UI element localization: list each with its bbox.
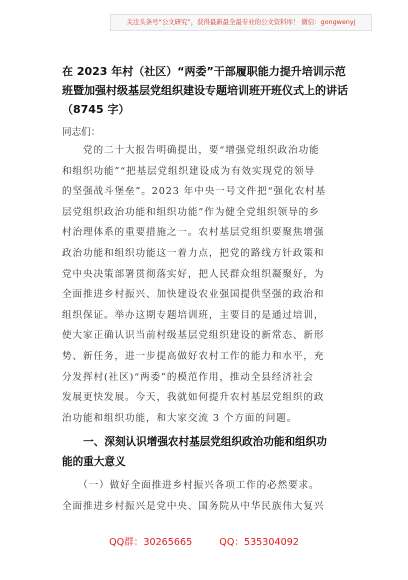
intro-paragraph [62,141,362,429]
body-line: 使大家正确认识当前村级基层党组织建设的新常态、新形 [62,330,325,342]
body-line: 组织保证。举办这期专题培训班，主要目的是通过培训， [62,309,325,321]
sub-heading: （一）做好全面推进乡村振兴各项工作的必然要求。 [62,480,320,491]
body-line: 党中央决策部署贯彻落实好，把人民群众组织凝聚好，为 [62,268,325,280]
body-line: 发展更快发展。今天，我就如何提升农村基层党组织的政 [62,392,325,404]
section-heading-line: 能的重大意义 [62,456,126,468]
title-line: 班暨加强村级基层党组织建设专题培训班开班仪式上的讲话 [62,84,348,97]
document-title [62,62,384,119]
greeting: 同志们： [62,127,101,138]
body-line: 党的二十大报告明确提出，要“增强党组织政治功能 [62,145,320,156]
body-line: 势、新任务，进一步提高做好农村工作的能力和水平，充 [62,350,325,362]
footer-contacts [0,534,408,548]
top-banner: 关注头条号“公文研究”，获得最新最全最专业的公文资料库！ 微信：gongwenyj [110,14,372,31]
section-heading-line: 一、深刻认识增强农村基层党组织政治功能和组织功 [62,436,327,448]
body-line: 层党组织政治功能和组织功能”作为健全党组织领导的乡 [62,206,320,218]
body-line: 和组织功能”“把基层党组织建设成为有效实现党的领导 [62,165,315,177]
body-line: 全面推进乡村振兴、加快建设农业强国提供坚强的政治和 [62,289,325,301]
title-line: 在 2023 年村（社区）“两委”干部履职能力提升培训示范 [62,65,346,78]
qq-group: QQ群：30265665 [109,537,193,548]
body-line: 全面推进乡村振兴是党中央、国务院从中华民族伟大复兴 [62,500,325,512]
body-line: 政治功能和组织功能这一着力点，把党的路线方针政策和 [62,247,325,259]
body-line: 治功能和组织功能，和大家交流 3 个方面的问题。 [62,412,298,424]
section-heading [62,432,384,472]
body-line: 分发挥村(社区)“两委”的模范作用，推动全县经济社会 [62,371,314,383]
body-line: 村治理体系的重要措施之一。农村基层党组织要聚焦增强 [62,227,325,239]
sub-heading-paragraph [62,476,362,517]
body-line: 的坚强战斗堡垒”。2023 年中央一号文件把“强化农村基 [62,186,326,198]
qq-number: QQ：535304092 [219,537,299,548]
title-line: （8745 字） [62,103,130,116]
